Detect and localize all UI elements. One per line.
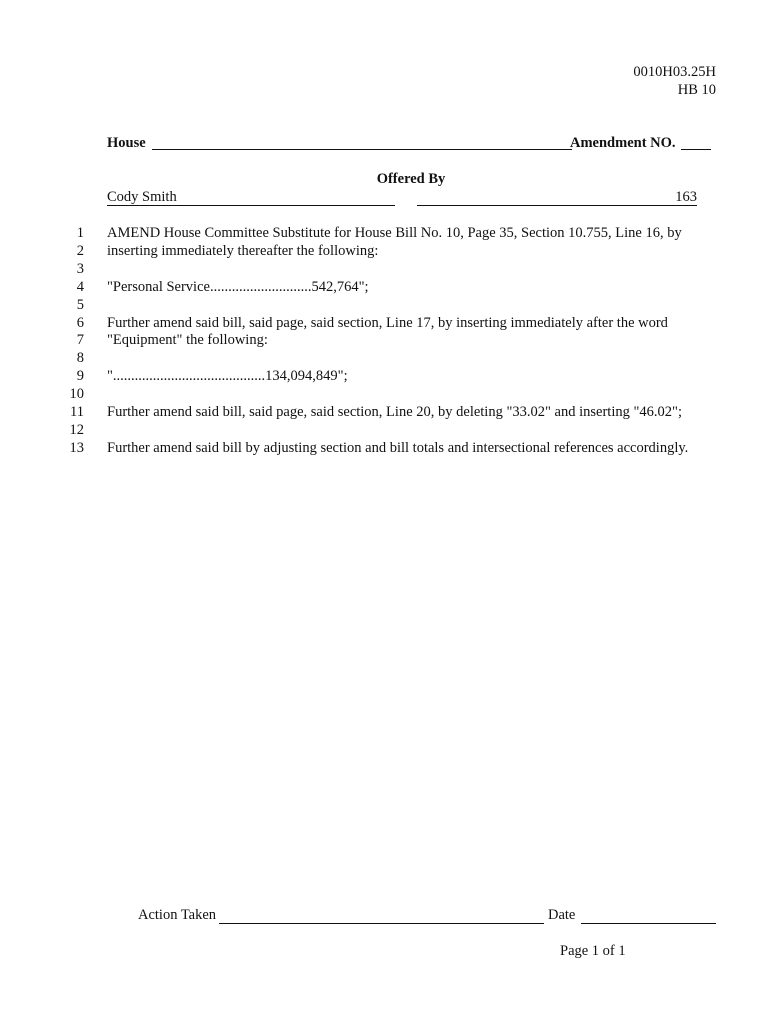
line-text: "Personal Service............................542,764";: [107, 279, 369, 295]
line-number: 5: [76, 297, 84, 313]
line-text: "..........................................134,094,849";: [107, 368, 348, 384]
action-taken-blank: [219, 907, 544, 924]
line-number: 8: [76, 350, 84, 366]
line-number: 7: [76, 332, 84, 348]
line-text: Further amend said bill, said page, said section, Line 20, by deleting "33.02" and inserting "46.02";: [107, 404, 682, 420]
line-number: 3: [76, 261, 84, 277]
line-number: 10: [69, 386, 84, 402]
sponsor-name: Cody Smith: [107, 189, 395, 206]
amendment-number-label: Amendment NO.: [570, 135, 676, 151]
page-number: Page 1 of 1: [560, 943, 626, 959]
line-text: Further amend said bill by adjusting section and bill totals and intersectional references accordingly.: [107, 440, 689, 456]
bill-number: HB 10: [677, 82, 716, 98]
line-number: 6: [76, 315, 84, 331]
house-blank-line: [152, 135, 572, 150]
date-label: Date: [548, 907, 576, 923]
line-number: 9: [76, 368, 84, 384]
line-number: 4: [76, 279, 84, 295]
action-taken-row: [138, 907, 718, 924]
line-number: 1: [76, 225, 84, 241]
document-id: 0010H03.25H: [633, 64, 716, 80]
house-amendment-row: [107, 135, 711, 152]
line-number: 2: [76, 243, 84, 259]
line-text: Further amend said bill, said page, said section, Line 17, by inserting immediately after the word: [107, 315, 668, 331]
action-taken-label: Action Taken: [138, 907, 217, 923]
line-text: AMEND House Committee Substitute for House Bill No. 10, Page 35, Section 10.755, Line 16, by: [107, 225, 682, 241]
amendment-number-blank: [681, 135, 711, 150]
line-text: "Equipment" the following:: [107, 332, 268, 348]
line-number: 13: [69, 440, 84, 456]
house-label: House: [107, 135, 146, 151]
line-number: 12: [69, 422, 84, 438]
offered-by-label: Offered By: [376, 171, 446, 187]
line-number: 11: [70, 404, 84, 420]
date-blank: [581, 907, 716, 924]
line-text: inserting immediately thereafter the following:: [107, 243, 379, 259]
district-number: 163: [417, 189, 697, 206]
